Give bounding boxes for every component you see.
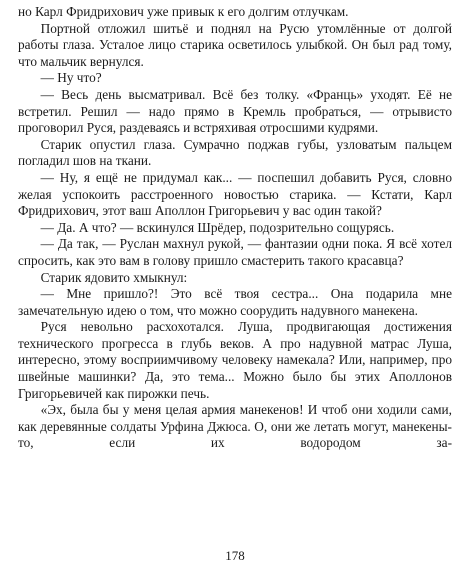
paragraph: Старик ядовито хмыкнул:	[40, 269, 188, 285]
page-number: 178	[225, 548, 245, 563]
paragraph: Старик опустил глаза. Сумрачно поджав губы, узловатым пальцем погладил шов на ткани.	[18, 136, 452, 169]
paragraph: — Мне пришло?! Это всё твоя сестра... Она подарила мне замечательную идею о том, что можно соорудить надувного манекена.	[18, 286, 452, 318]
paragraph: — Да. А что? — вскинулся Шрёдер, подозрительно сощурясь.	[40, 219, 395, 235]
paragraph: — Весь день высматривал. Всё без толку. «Франць» уходят. Её не встретил. Решил — надо прямо в Кремль пробраться, — отрывисто проговорил Руся, раздеваясь и встряхивая отросшими кудрями.	[18, 86, 452, 136]
paragraph: но Карл Фридрихович уже привык к его долгим отлучкам.	[18, 4, 349, 19]
paragraph: Руся невольно расхохотался. Луша, продвигающая достижения технического прогресса в глубь веков. А про надувной матрас Луша, интересно, этому восприимчивому человеку намекала? Или, например, про швейные машинки? Да, это тема... Можно было бы этих Аполлонов Григорьевичей как пирожки печь.	[18, 319, 452, 401]
book-page-text	[18, 4, 452, 452]
paragraph: Портной отложил шитьё и поднял на Русю утомлённые от долгой работы глаза. Усталое лицо старика осветилось улыбкой. Он был рад тому, что мальчик вернулся.	[18, 20, 452, 69]
paragraph: — Ну, я ещё не придумал как... — поспешил добавить Руся, словно желая успокоить расстроенного новостью старика. — Кстати, Карл Фридрихович, этот ваш Аполлон Григорьевич у вас один такой?	[18, 169, 452, 219]
paragraph: — Ну что?	[40, 70, 102, 86]
paragraph: «Эх, была бы у меня целая армия манекенов! И чтоб они ходили сами, как деревянные солдаты Урфина Джюса. О, они же летать могут, манекены-то, если их водородом за-	[18, 402, 452, 451]
paragraph: — Да так, — Руслан махнул рукой, — фантазии одни пока. Я всё хотел спросить, как это вам в голову пришло смастерить такого красавца?	[18, 236, 452, 268]
